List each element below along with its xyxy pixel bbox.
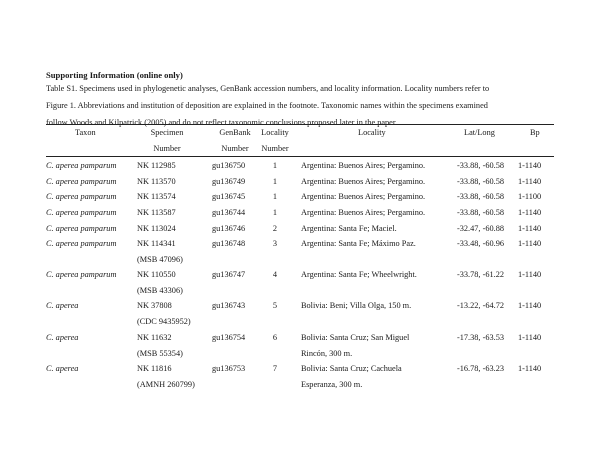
genbank-cell: gu136748 [212, 239, 246, 248]
locality-number-cell: 6 [272, 333, 278, 342]
locality-cell: Bolivia: Santa Cruz; Cachuela [301, 364, 402, 373]
specimen-museum-cell: (AMNH 260799) [137, 380, 195, 389]
specimen-number-cell: NK 113587 [137, 208, 176, 217]
latlong-cell: -33.78, -61.22 [457, 270, 505, 279]
latlong-cell: -33.88, -60.58 [457, 208, 505, 217]
section-heading: Supporting Information (online only) [46, 70, 183, 80]
latlong-cell: -33.88, -60.58 [457, 161, 505, 170]
taxon-cell: C. aperea pamparum [46, 161, 117, 170]
header-locality-no: Locality [261, 128, 289, 137]
bp-cell: 1-1140 [518, 239, 542, 248]
bp-cell: 1-1140 [518, 224, 542, 233]
specimen-museum-cell: (MSB 47096) [137, 255, 183, 264]
specimen-museum-cell: (MSB 43306) [137, 286, 183, 295]
latlong-cell: -13.22, -64.72 [457, 301, 505, 310]
latlong-cell: -16.78, -63.23 [457, 364, 505, 373]
bp-cell: 1-1140 [518, 301, 542, 310]
locality-cell: Argentina: Buenos Aires; Pergamino. [301, 192, 426, 201]
locality-number-cell: 7 [272, 364, 278, 373]
taxon-cell: C. aperea pamparum [46, 239, 117, 248]
locality-cell: Esperanza, 300 m. [301, 380, 363, 389]
header-bottom-rule [46, 156, 554, 157]
locality-cell: Argentina: Buenos Aires; Pergamino. [301, 161, 426, 170]
specimen-number-cell: NK 110550 [137, 270, 176, 279]
genbank-cell: gu136753 [212, 364, 246, 373]
header-latlong: Lat/Long [464, 128, 495, 137]
locality-cell: Argentina: Santa Fe; Máximo Paz. [301, 239, 416, 248]
latlong-cell: -33.88, -60.58 [457, 177, 505, 186]
bp-cell: 1-1140 [518, 333, 542, 342]
specimen-number-cell: NK 112985 [137, 161, 176, 170]
locality-number-cell: 3 [272, 239, 278, 248]
locality-cell: Argentina: Santa Fe; Maciel. [301, 224, 397, 233]
caption-line: Table S1. Specimens used in phylogenetic analyses, GenBank accession numbers, and locality information. Locality numbers refer to [46, 84, 490, 93]
locality-number-cell: 1 [272, 177, 278, 186]
genbank-cell: gu136747 [212, 270, 246, 279]
specimen-number-cell: NK 37808 [137, 301, 172, 310]
header-genbank: GenBank [219, 128, 251, 137]
header-bp: Bp [530, 128, 540, 137]
caption-line: follow Woods and Kilpatrick (2005) and do not reflect taxonomic conclusions proposed later in the paper. [46, 118, 398, 127]
genbank-cell: gu136744 [212, 208, 246, 217]
locality-cell: Bolivia: Santa Cruz; San Miguel [301, 333, 410, 342]
specimen-number-cell: NK 11816 [137, 364, 172, 373]
bp-cell: 1-1140 [518, 161, 542, 170]
latlong-cell: -33.48, -60.96 [457, 239, 505, 248]
locality-cell: Argentina: Buenos Aires; Pergamino. [301, 208, 426, 217]
locality-number-cell: 1 [272, 208, 278, 217]
locality-number-cell: 4 [272, 270, 278, 279]
header-locality: Locality [358, 128, 386, 137]
bp-cell: 1-1140 [518, 270, 542, 279]
taxon-cell: C. aperea pamparum [46, 192, 117, 201]
bp-cell: 1-1140 [518, 364, 542, 373]
locality-cell: Argentina: Buenos Aires; Pergamino. [301, 177, 426, 186]
locality-cell: Argentina: Santa Fe; Wheelwright. [301, 270, 417, 279]
taxon-cell: C. aperea pamparum [46, 224, 117, 233]
header-specimen: Specimen [150, 128, 184, 137]
taxon-cell: C. aperea pamparum [46, 270, 117, 279]
specimen-museum-cell: (MSB 55354) [137, 349, 183, 358]
specimen-number-cell: NK 113570 [137, 177, 176, 186]
latlong-cell: -33.88, -60.58 [457, 192, 505, 201]
specimen-museum-cell: (CDC 9435952) [137, 317, 191, 326]
genbank-cell: gu136749 [212, 177, 246, 186]
latlong-cell: -17.38, -63.53 [457, 333, 505, 342]
specimen-number-cell: NK 11632 [137, 333, 172, 342]
locality-number-cell: 1 [272, 192, 278, 201]
header-genbank-number: Number [221, 144, 249, 153]
bp-cell: 1-1140 [518, 208, 542, 217]
locality-cell: Bolivia: Beni; Villa Olga, 150 m. [301, 301, 412, 310]
taxon-cell: C. aperea pamparum [46, 177, 117, 186]
header-taxon: Taxon [75, 128, 96, 137]
specimen-number-cell: NK 113024 [137, 224, 176, 233]
locality-number-cell: 1 [272, 161, 278, 170]
specimen-number-cell: NK 113574 [137, 192, 176, 201]
genbank-cell: gu136743 [212, 301, 246, 310]
taxon-cell: C. aperea [46, 364, 79, 373]
bp-cell: 1-1140 [518, 177, 542, 186]
taxon-cell: C. aperea pamparum [46, 208, 117, 217]
genbank-cell: gu136750 [212, 161, 246, 170]
locality-cell: Rincón, 300 m. [301, 349, 353, 358]
taxon-cell: C. aperea [46, 301, 79, 310]
genbank-cell: gu136745 [212, 192, 246, 201]
genbank-cell: gu136754 [212, 333, 246, 342]
locality-number-cell: 2 [272, 224, 278, 233]
caption-line: Figure 1. Abbreviations and institution of deposition are explained in the footnote. Taxonomic names within the specimens examined [46, 101, 488, 110]
latlong-cell: -32.47, -60.88 [457, 224, 505, 233]
specimen-number-cell: NK 114341 [137, 239, 176, 248]
bp-cell: 1-1100 [518, 192, 542, 201]
locality-number-cell: 5 [272, 301, 278, 310]
header-locality-number: Number [261, 144, 289, 153]
genbank-cell: gu136746 [212, 224, 246, 233]
taxon-cell: C. aperea [46, 333, 79, 342]
header-specimen-number: Number [153, 144, 181, 153]
